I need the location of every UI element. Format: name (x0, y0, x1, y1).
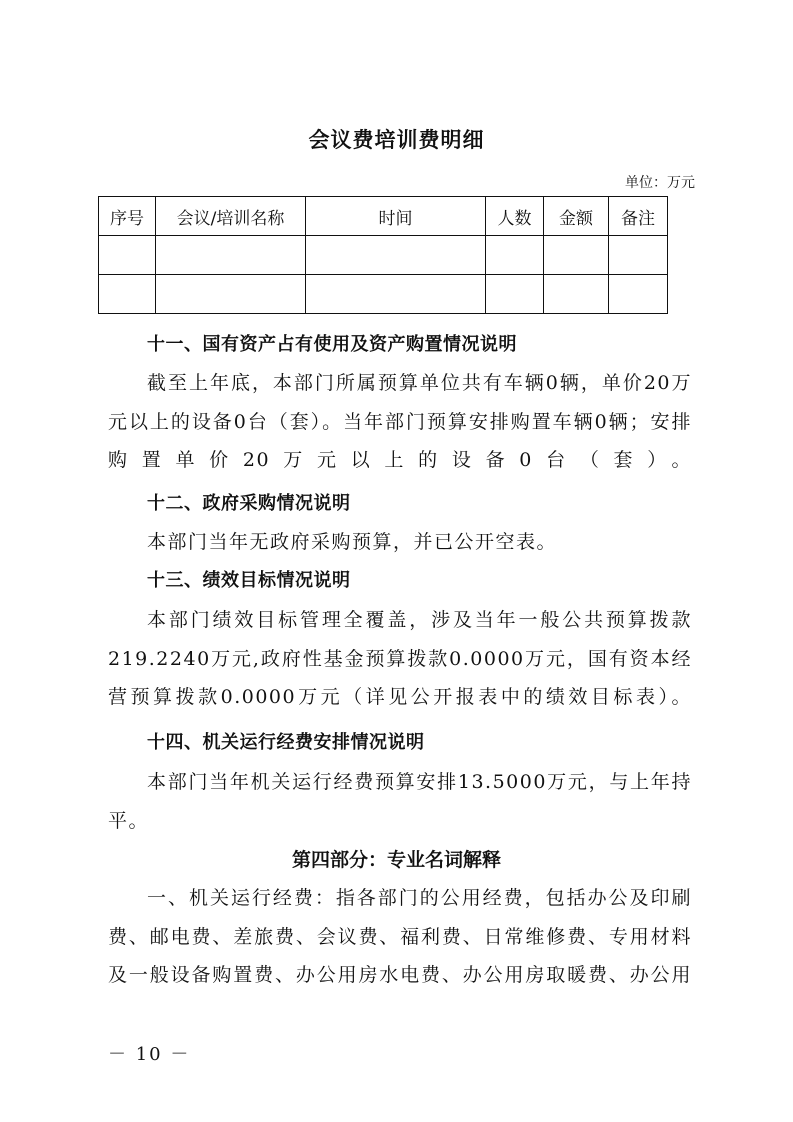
unit-label: 单位：万元 (625, 175, 695, 191)
section-paragraph-assets: 截至上年底，本部门所属预算单位共有车辆0辆，单价20万元以上的设备0台（套）。当年部门预算安排购置车辆0辆；安排购置单价20万元以上的设备0台（套）。 (108, 372, 692, 471)
part-four-paragraph: 一、机关运行经费：指各部门的公用经费，包括办公及印刷费、邮电费、差旅费、会议费、福利费、日常维修费、专用材料及一般设备购置费、办公用房水电费、办公用房取暖费、办公用 (108, 887, 692, 986)
table-cell (306, 236, 486, 275)
table-row (99, 275, 668, 314)
header-count: 人数 (486, 197, 544, 236)
table-title: 会议费培训费明细 (308, 127, 485, 152)
table-cell (486, 275, 544, 314)
table-cell (544, 275, 609, 314)
table-cell (156, 275, 306, 314)
section-paragraph-operating-costs: 本部门当年机关运行经费预算安排13.5000万元，与上年持平。 (108, 771, 692, 832)
table-cell (544, 236, 609, 275)
header-time: 时间 (306, 197, 486, 236)
table-cell (99, 236, 156, 275)
page-number: － 10 － (108, 1044, 191, 1065)
meeting-training-table (98, 196, 668, 314)
header-name: 会议/培训名称 (156, 197, 306, 236)
table-cell (609, 236, 668, 275)
table-cell (99, 275, 156, 314)
section-heading-procurement: 十二、政府采购情况说明 (147, 493, 351, 514)
section-heading-performance: 十三、绩效目标情况说明 (147, 570, 351, 591)
table-cell (609, 275, 668, 314)
table-row (99, 236, 668, 275)
header-index: 序号 (99, 197, 156, 236)
header-remark: 备注 (609, 197, 668, 236)
section-paragraph-performance: 本部门绩效目标管理全覆盖，涉及当年一般公共预算拨款219.2240万元,政府性基金预算拨款0.0000万元，国有资本经营预算拨款0.0000万元（详见公开报表中的绩效目标表）。 (108, 609, 692, 708)
header-amount: 金额 (544, 197, 609, 236)
table-cell (156, 236, 306, 275)
section-heading-operating-costs: 十四、机关运行经费安排情况说明 (147, 732, 425, 753)
part-four-title: 第四部分：专业名词解释 (291, 849, 501, 871)
section-heading-assets: 十一、国有资产占有使用及资产购置情况说明 (147, 334, 517, 355)
table-cell (306, 275, 486, 314)
table-header-row (99, 197, 668, 236)
table-cell (486, 236, 544, 275)
section-paragraph-procurement: 本部门当年无政府采购预算，并已公开空表。 (147, 531, 558, 553)
